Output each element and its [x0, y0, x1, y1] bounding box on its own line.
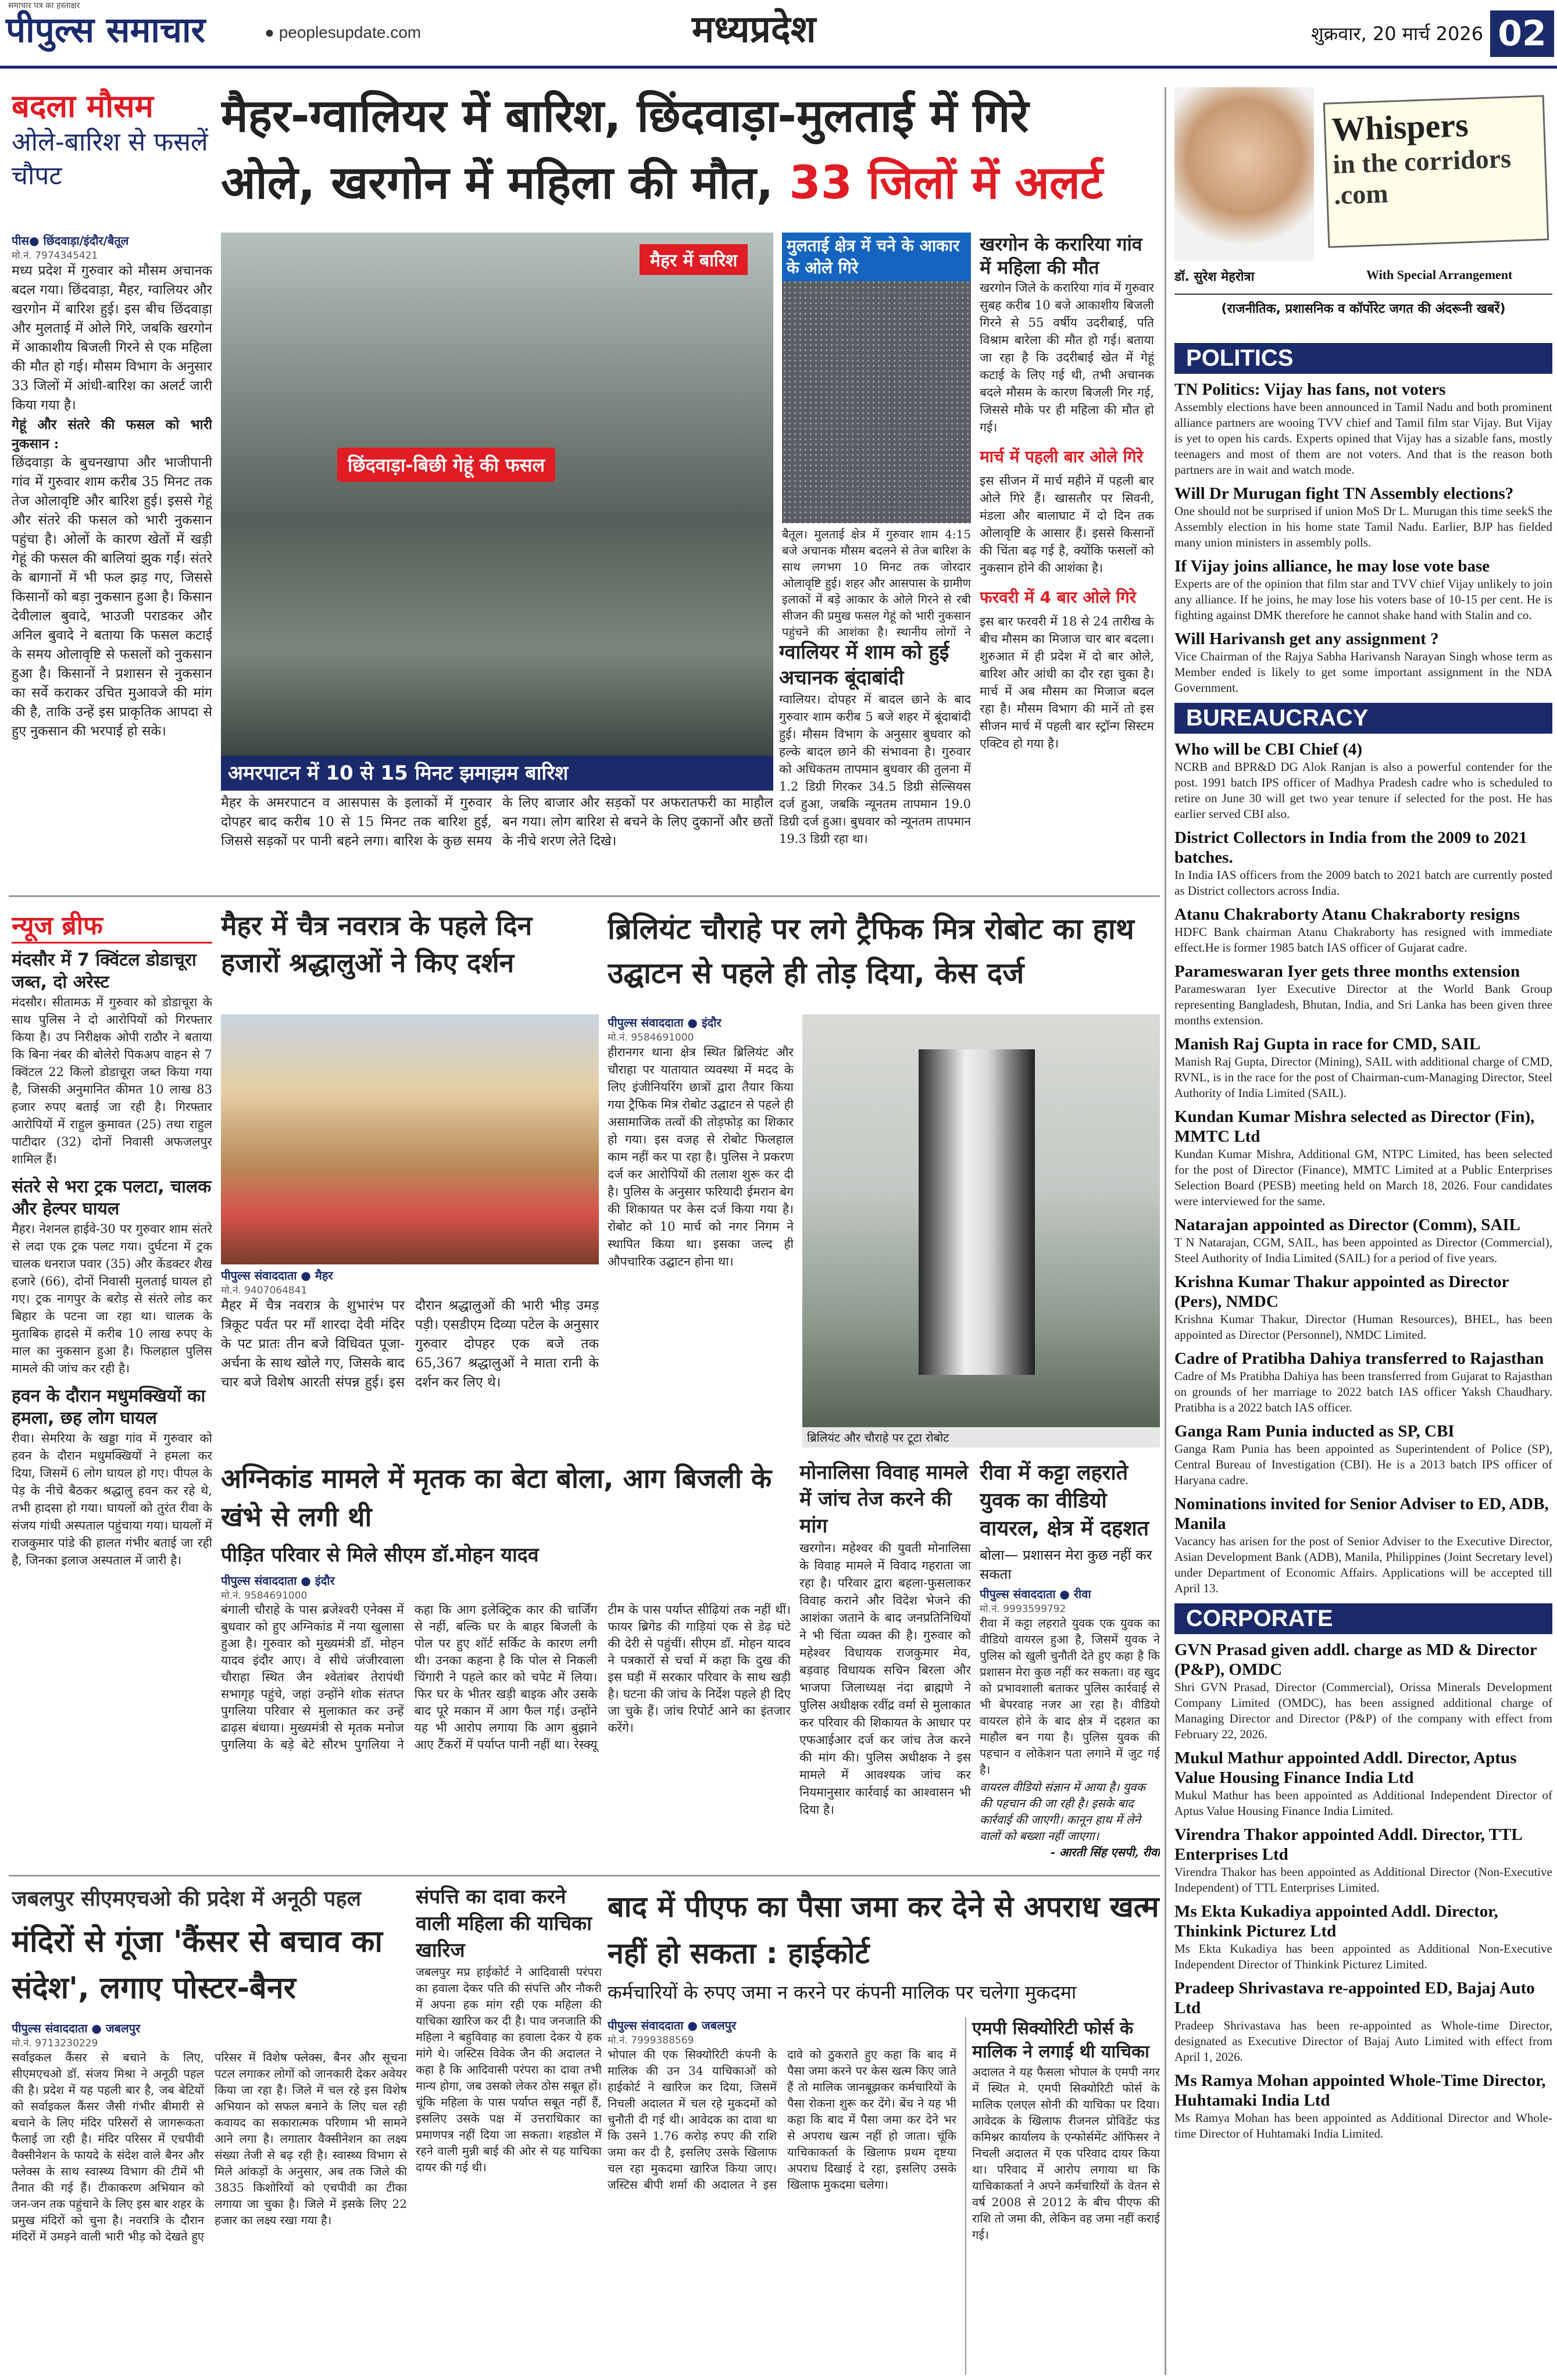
multai-body: बैतूल। मुलताई क्षेत्र में गुरुवार शाम 4:15 बजे अचानक मौसम बदलने से तेज बारिश के साथ लगभग 10 मिनट तक जोरदार ओलावृष्टि हुई। शहर और आसपास के ग्रामीण इलाकों में बड़े आकार के ओले गिरने से रबी सीजन की प्रमुख फसल गेहूं को भारी नुकसान पहुंचने की आशंका है। स्थानीय लोगों ने — [782, 527, 971, 639]
cancer-kicker: जबलपुर सीएमएचओ की प्रदेश में अनूठी पहल — [12, 1887, 362, 1911]
navratri-headline: मैहर में चैत्र नवरात्र के पहले दिन हजारों श्रद्धालुओं ने किए दर्शन — [221, 910, 533, 978]
sidebar-item-body: Manish Raj Gupta, Director (Mining), SAIL with additional charge of CMD, RVNL, is in the race for the post of Chairman-cum-Managing Director, Steel Authority of India Limited (SAIL). — [1174, 1055, 1552, 1100]
sidebar-item-headline: Cadre of Pratibha Dahiya transferred to Rajasthan — [1174, 1349, 1544, 1368]
cancer-mobile: मो.नं. 9713230229 — [12, 2038, 98, 2049]
pf-box — [965, 2017, 1160, 2375]
pf-body: भोपाल की एक सिक्योरिटी कंपनी के मालिक की उन 34 याचिकाओं को हाईकोर्ट ने खारिज कर दिया, जिसमें निचली अदालत में चल रहे मुकदमों को चुनौती दी गई थी। आवेदक का दावा था कि उसने 1.76 करोड़ रुपए की राशि जमा कर दी है, इसलिए उसके खिलाफ चल रहा मुकदमा खारिज किया जाए। जस्टिस बीपी शर्मा की अदालत ने इस दावे को ठुकराते हुए कहा कि बाद में पैसा जमा करने पर केस खत्म किए जाते हैं तो मालिक जानबूझकर कर्मचारियों के पैसा रोकना शुरू कर देंगे। बेंच ने यह भी कहा कि बाद में पैसा जमा कर देने भर से अपराध खत्म नहीं हो जाता। चूंकि याचिकाकर्ता के खिलाफ प्रथम दृष्टया अपराध दिखाई दे रहा, इसलिए उसके खिलाफ मुकदमा चलेगा। — [608, 2047, 956, 2192]
lead-subbody: छिंदवाड़ा के बुचनखापा और भाजीपानी गांव में गुरुवार शाम करीब 35 मिनट तक तेज ओलावृष्टि और बारिश हुई। इससे गेहूं और संतरे की फसल को भारी नुकसान पहुंचा है। ओलों के कारण खेतों में खड़ी गेहूं की फसल की बालियां झुक गईं। संतरे के बागानों में भी फल झड़ गए, जिससे किसानों को बड़ा नुकसान हुआ है। किसान देवीलाल बुवादे, भाउजी पराडकर और अनिल बुवादे ने बताया कि फसल कटाई के समय ओलावृष्टि से फसलों को नुकसान हुआ है। किसानों ने प्रशासन से नुकसान का सर्वे कराकर उचित मुआवजे की मांग की है, ताकि उन्हें इस प्राकृतिक आपदा से हुए नुकसान की भरपाई हो सके। — [12, 455, 212, 739]
sidebar-tagline: (राजनीतिक, प्रशासनिक व कॉर्पोरेट जगत की अंदरूनी खबरें) — [1174, 294, 1552, 317]
sidebar-item-headline: Pradeep Shrivastava re-appointed ED, Bajaj Auto Ltd — [1174, 1979, 1535, 2017]
rewa-quote-text: वायरल वीडियो संज्ञान में आया है। युवक की पहचान की जा रही है। इसके बाद कार्रवाई की जाएगी। कानून हाथ में लेने वालों को बख्शा नहीं जाएगा। — [980, 1780, 1145, 1843]
brief-body: रीवा। सेमरिया के खड्डा गांव में गुरुवार को हवन के दौरान मधुमक्खियों ने हमला कर दिया, जिसमें 6 लोग घायल हो गए। पीपल के पेड़ के नीचे बैठकर श्रद्धालु हवन कर रहे थे, तभी हादसा हो गया। घायलों को तुरंत रीवा के संजय गांधी अस्पताल पहुंचाया गया। घायलों में राजकुमार पांडे की हालत गंभीर बताई जा रही है, जिनका इलाज अस्पताल में जारी है। — [12, 1431, 212, 1567]
sidebar-item — [1174, 1748, 1552, 1819]
brief-headline: संतरे से भरा ट्रक पलटा, चालक और हेल्पर घायल — [12, 1177, 212, 1219]
page-number: 02 — [1490, 10, 1554, 57]
fire-headline: अग्निकांड मामले में मृतक का बेटा बोला, आग बिजली के खंभे से लगी थी — [221, 1463, 772, 1532]
cancer-body: सर्वाइकल कैंसर से बचाने के लिए, सीएमएचओ डॉ. संजय मिश्रा ने अनूठी पहल की है। प्रदेश में यह पहली बार है, जब बेटियों को सर्वाइकल कैंसर जैसी गंभीर बीमारी से बचाने के लिए मंदिर परिसरों से जागरूकता फैलाई जा रही है। मंदिर परिसर में एचपीवी वैक्सीनेशन के फायदे के संदेश वाले बैनर और फ्लेक्स के साथ स्वास्थ्य विभाग की टीमें भी तैनात की गई हैं। टीकाकरण अभियान को जन-जन तक पहुंचाने के लिए इस बार शहर के प्रमुख मंदिरों को चुना है। नवरात्रि के दौरान मंदिरों में उमड़ने वाली भारी भीड़ को देखते हुए परिसर में विशेष फ्लेक्स, बैनर और सूचना पटल लगाकर लोगों को जानकारी देकर अवेयर किया जा रहा है। जिले में चल रहे इस विशेष अभियान को सफल बनाने के लिए चल रही कवायद का सकारात्मक परिणाम भी सामने आने लगा है। लगातार वैक्सीनेशन का लक्ष्य संख्या तेजी से बढ़ रही है। स्वास्थ्य विभाग से मिले आंकड़ों के अनुसार, अब तक जिले की 3835 किशोरियों को एचपीवी का टीका लगाया जा चुका है। जिले में इसके लिए 22 हजार का लक्ष्य रखा गया है। — [12, 2050, 407, 2243]
multai-photo-tag: मुलताई क्षेत्र में चने के आकार के ओले गिरे — [782, 233, 971, 281]
sidebar-item-body: NCRB and BPR&D DG Alok Ranjan is also a powerful contender for the post. 1991 batch IPS officer of Madhya Pradesh cadre who is scheduled to retire on June 30 will get two year tenure if selected for the post. He has earlier served CBI also. — [1174, 760, 1552, 821]
sidebar-item — [1174, 556, 1552, 623]
pf-mobile: मो.नं. 7999388569 — [608, 2035, 694, 2046]
multai-hail-photo — [782, 233, 971, 523]
brief-item — [12, 1385, 212, 1569]
robot-photo — [802, 1014, 1160, 1448]
lead-photo-maihar-rain — [221, 233, 773, 756]
sidebar-item — [1174, 1825, 1552, 1896]
rewa-body: रीवा में कट्टा लहराते युवक एक युवक का वीडियो वायरल हुआ है, जिसमें युवक ने पुलिस को खुली चुनौती देते हुए कहा है कि प्रशासन मेरा कुछ नहीं कर सकता। वह खुद को प्रभावशाली बताकर पुलिस कार्रवाई से भी बेपरवाह नजर आ रहा है। वीडियो वायरल होने के बाद क्षेत्र में दहशत का माहौल बन गया है। पुलिस युवक की पहचान व लोकेशन पता लगाने में जुट गई है। — [980, 1616, 1160, 1777]
sidebar-item-headline: Nominations invited for Senior Adviser to ED, ADB, Manila — [1174, 1495, 1549, 1533]
sidebar-item — [1174, 1421, 1552, 1488]
sidebar-item-headline: TN Politics: Vijay has fans, not voters — [1174, 380, 1446, 399]
sidebar-item — [1174, 828, 1552, 899]
navratri-temple-photo — [221, 1014, 599, 1264]
lead-headline-2b: 33 जिलों में अलर्ट — [789, 157, 1104, 209]
sidebar-item-body: Vacancy has arisen for the post of Senior Adviser to the Executive Director, Asian Development Bank (ADB), Manila, Philippines (Joint Secretary level) under Department of Economic Affairs. Applications will be accepted till April 13. — [1174, 1534, 1552, 1595]
lead-byline: पीस● छिंदवाड़ा/इंदौर/बैतूल — [12, 234, 129, 248]
feb-body: इस बार फरवरी में 18 से 24 तारीख के बीच मौसम का मिजाज चार बार बदला। शुरुआत में ही प्रदेश में दो बार ओले, बारिश और आंधी का दौर रहा चुका है। मार्च में अब मौसम का मिजाज बदल रहा है। मौसम विभाग की मानें तो इस सीजन मार्च में पहली बार स्ट्रॉन्ग सिस्टम एक्टिव हो गया है। — [980, 614, 1154, 751]
monalisa-headline: मोनालिसा विवाह मामले में जांच तेज करने की मांग — [799, 1461, 969, 1538]
brief-headline: मंदसौर में 7 क्विंटल डोडाचूरा जब्त, दो अरेस्ट — [12, 950, 197, 992]
march-body: इस सीजन में मार्च महीने में पहली बार ओले गिरे हैं। खासतौर पर सिवनी, मंडला और बालाघाट में दो दिन तक ओलावृष्टि के आसार हैं। इससे किसानों की चिंता बढ़ गई है, क्योंकि फसलों को नुकसान होने की आशंका है। — [980, 474, 1154, 575]
cancer-byline: पीपुल्स संवाददाता ● जबलपुर — [12, 2021, 141, 2035]
sidebar-item — [1174, 1978, 1552, 2065]
march-headline: मार्च में पहली बार ओले गिरे — [980, 447, 1144, 466]
navratri-mobile: मो.नं. 9407064841 — [221, 1285, 308, 1296]
photo-tag-maihar: मैहर में बारिश — [640, 244, 748, 275]
sidebar-item-headline: Mukul Mathur appointed Addl. Director, Aptus Value Housing Finance India Ltd — [1174, 1749, 1517, 1787]
sidebar-item — [1174, 629, 1552, 696]
sidebar-item-body: Shri GVN Prasad, Director (Commercial), Orissa Minerals Development Company Limited (OMDC), has been assigned additional charge of Managing Director and Director (P&P) of the company with effect from February 22, 2026. — [1174, 1680, 1552, 1741]
sidebar-item-headline: Will Harivansh get any assignment ? — [1174, 630, 1439, 648]
cancer-story — [12, 2020, 407, 2375]
sidebar-item-body: Ganga Ram Punia has been appointed as Superintendent of Police (SP), Central Bureau of Investigation (CBI). He is a 2013 batch IPS officer of Haryana cadre. — [1174, 1442, 1552, 1487]
sidebar-item — [1174, 905, 1552, 956]
sidebar-item-body: Ms Ekta Kukadiya has been appointed as Additional Non-Executive Independent Director of Thinkink Picturez Limited. — [1174, 1942, 1552, 1971]
sidebar-item-headline: Who will be CBI Chief (4) — [1174, 740, 1363, 759]
sidebar-item-body: Kundan Kumar Mishra, Additional GM, NTPC Limited, has been selected for the post of Director (Finance), MMTC Limited at a Public Enterprises Selection Board (PESB) meeting held on March 18, 2026. Four candidates were interviewed for the same. — [1174, 1147, 1552, 1208]
website-link[interactable] — [265, 23, 421, 42]
section-title: मध्यप्रदेश — [692, 8, 816, 51]
newspaper-logo[interactable]: पीपुल्स समाचार — [6, 10, 206, 51]
sidebar-item — [1174, 1349, 1552, 1416]
amarpatan-headline: अमरपाटन में 10 से 15 मिनट झमाझम बारिश — [221, 756, 773, 791]
pf-subheadline: कर्मचारियों के रुपए जमा न करने पर कंपनी मालिक पर चलेगा मुकदमा — [608, 1981, 1077, 2003]
sidebar-item-body: Krishna Kumar Thakur, Director (Human Resources), BHEL, has been appointed as Director (Personnel), NMDC Limited. — [1174, 1312, 1552, 1342]
corporate-header: CORPORATE — [1174, 1603, 1552, 1634]
brief-body: मैहर। नेशनल हाईवे-30 पर गुरुवार शाम संतरे से लदा एक ट्रक पलट गया। दुर्घटना में ट्रक चालक धनराज पवार (35) और केंडक्टर शैख हजारे (66), दोनों निवासी मुलताई घायल हो गए। ट्रक नागपुर के बरोड़ से संतरे लोड कर बिहार के पटना जा रहा था। चालक के मुताबिक हादसे में करीब 10 लाख रुपए के माल का नुकसान हुआ है। फिलहाल पुलिस मामले की जांच कर रही है। — [12, 1222, 212, 1375]
sidebar-item-headline: Ms Ekta Kukadiya appointed Addl. Director, Thinkink Picturez Ltd — [1174, 1902, 1498, 1941]
divider — [9, 895, 1160, 897]
pf-headline: बाद में पीएफ का पैसा जमा कर देने से अपराध खत्म नहीं हो सकता : हाईकोर्ट — [608, 1890, 1159, 1970]
sidebar-item-body: Experts are of the opinion that film star and TVV chief Vijay unlikely to join any alliance. If he joins, he may lose his voters base of 10-15 per cent. He is fighting against DMK therefore he cannot shake hand with Stalin and co. — [1174, 577, 1552, 622]
sidebar-item — [1174, 1272, 1552, 1343]
khargone-body: खरगोन जिले के करारिया गांव में गुरुवार सुबह करीब 10 बजे आकाशीय बिजली गिरने से 55 वर्षीय उदरीबाई, पति विश्राम बारेला की मौत हो गई। बताया जा रहा है कि उदरीबाई खेत में गेहूं कटाई के लिए गई थी, तभी अचानक बदले मौसम के कारण बिजली गिर गई, जिससे मौके पर ही महिला की मौत हो गई। — [980, 281, 1154, 434]
website-text: peoplesupdate.com — [278, 23, 422, 41]
pf-byline: पीपुल्स संवाददाता ● जबलपुर — [608, 2018, 737, 2032]
sidebar-item — [1174, 1107, 1552, 1209]
sidebar-item-headline: Krishna Kumar Thakur appointed as Director (Pers), NMDC — [1174, 1273, 1509, 1311]
monalisa-story — [799, 1459, 971, 1866]
sidebar-item-body: Virendra Thakor has been appointed as Additional Director (Non-Executive Independent) of TTL Enterprises Limited. — [1174, 1865, 1552, 1895]
issue-date: शुक्रवार, 20 मार्च 2026 — [1311, 23, 1484, 45]
lead-kicker-red: बदला मौसम — [12, 88, 153, 124]
sidebar-item — [1174, 1640, 1552, 1742]
rewa-quote — [980, 1779, 1160, 1866]
photo-caption-chhindwara: छिंदवाड़ा-बिछी गेहूं की फसल — [337, 448, 555, 482]
lead-kicker — [12, 87, 212, 221]
khargone-story — [980, 233, 1154, 887]
fire-mobile: मो.नं. 9584691000 — [221, 1590, 308, 1602]
news-brief-title: न्यूज ब्रीफ — [12, 907, 212, 944]
pf-box-body: अदालत ने यह फैसला भोपाल के एमपी नगर में स्थित मे. एमपी सिक्योरिटी फोर्स के मालिक एलएल सोनी की याचिका पर दिया। आवेदक के खिलाफ रीजनल प्रोविडेंट फंड कमिश्नर कार्यालय के एन्फोर्समेंट ऑफिसर ने निचली अदालत में एक परिवाद दायर किया था। परिवाद में आरोप लगाया था कि याचिकाकर्ता ने अपने कर्मचारियों के वेतन से वर्ष 2008 से 2012 के बीच पीएफ की राशि तो जमा की, लेकिन वह जमा नहीं कराई गई। — [972, 2065, 1160, 2242]
sidebar-item-headline: Natarajan appointed as Director (Comm), SAIL — [1174, 1216, 1521, 1234]
sidebar-item-headline: Parameswaran Iyer gets three months extension — [1174, 962, 1520, 981]
columnist-photo — [1174, 87, 1314, 262]
property-headline: संपत्ति का दावा करने वाली महिला की याचिका खारिज — [416, 1885, 592, 1962]
rewa-headline: रीवा में कट्टा लहराते युवक का वीडियो वायरल, क्षेत्र में दहशत — [980, 1461, 1149, 1541]
whispers-logo — [1323, 95, 1549, 248]
sidebar-item-body: Assembly elections have been announced in Tamil Nadu and both prominent alliance partners are wooing TVV chief and Tamil film star Vijay. But Vijay is yet to open his cards. Experts opined that Vijay has a sizable fans, mostly teenagers and most of them are not voters. And that is the reason both partners are in wait and watch mode. — [1174, 400, 1552, 477]
sidebar-item-headline: Atanu Chakraborty Atanu Chakraborty resigns — [1174, 905, 1520, 924]
feb-headline: फरवरी में 4 बार ओले गिरे — [980, 588, 1137, 607]
lead-mobile: मो.नं. 7974345421 — [12, 250, 98, 262]
cancer-headline: मंदिरों से गूंजा 'कैंसर से बचाव का संदेश', लगाए पोस्टर-बैनर — [12, 1924, 383, 2006]
sidebar-item — [1174, 962, 1552, 1028]
sidebar-item — [1174, 1215, 1552, 1266]
robot-mobile: मो.नं. 9584691000 — [608, 1032, 694, 1044]
pf-box-headline: एमपी सिक्योरिटी फोर्स के मालिक ने लगाई थी याचिका — [972, 2018, 1149, 2062]
rewa-byline: पीपुल्स संवाददाता ● रीवा — [980, 1587, 1091, 1601]
sidebar-item-body: Ms Ramya Mohan has been appointed as Additional Director and Whole-time Director of Huhtamaki India Limited. — [1174, 2111, 1552, 2140]
khargone-headline: खरगोन के करारिया गांव में महिला की मौत — [980, 233, 1142, 278]
sidebar-item-body: Pradeep Shrivastava has been re-appointed as Whole-time Director, designated as Executive Director of Bajaj Auto Limited with effect from April 1, 2026. — [1174, 2018, 1552, 2064]
navratri-byline: पीपुल्स संवाददाता ● मैहर — [221, 1268, 333, 1282]
fire-subheadline: पीड़ित परिवार से मिले सीएम डॉ.मोहन यादव — [221, 1543, 539, 1567]
robot-byline: पीपुल्स संवाददाता ● इंदौर — [608, 1016, 722, 1030]
divider — [9, 1875, 1160, 1877]
sidebar-item-body: Mukul Mathur has been appointed as Additional Independent Director of Aptus Value Housing Finance India Limited. — [1174, 1788, 1552, 1818]
sidebar-item — [1174, 1902, 1552, 1972]
gwalior-story — [779, 639, 971, 887]
sidebar-item-headline: Ms Ramya Mohan appointed Whole-Time Director, Huhtamaki India Ltd — [1174, 2071, 1546, 2110]
sidebar-item — [1174, 2071, 1552, 2142]
sidebar-item-headline: District Collectors in India from the 2009 to 2021 batches. — [1174, 828, 1527, 867]
navratri-body: मैहर में चैत्र नवरात्र के शुभारंभ पर त्रिकूट पर्वत पर माँ शारदा देवी मंदिर के पट प्रातः तीन बजे विधिवत पूजा-अर्चना के साथ खोले गए, जिसके बाद चार बजे विशेष आरती संपन्न हुई। इस दौरान श्रद्धालुओं की भारी भीड़ उमड़ पड़ी। एसडीएम दिव्या पटेल के अनुसार गुरुवार दोपहर एक बजे तक 65,367 श्रद्धालुओं ने माता रानी के दर्शन कर लिए थे। — [221, 1298, 599, 1390]
lead-kicker-sub: ओले-बारिश से फसलें चौपट — [12, 127, 208, 191]
sidebar-item-body: T N Natarajan, CGM, SAIL, has been appointed as Director (Commercial), Steel Authority of India Limited (SAIL) for a period of five years. — [1174, 1235, 1552, 1265]
pf-story — [608, 2017, 956, 2375]
brand-com: .com — [1333, 178, 1389, 210]
fire-byline: पीपुल्स संवाददाता ● इंदौर — [221, 1574, 335, 1588]
lead-subhead: गेहूं और संतरे की फसल को भारी नुकसान : — [12, 417, 212, 452]
sidebar-item-body: Vice Chairman of the Rajya Sabha Harivansh Narayan Singh whose term as Member ended is likely to get some important assignment in the NDA Government. — [1174, 649, 1552, 695]
brand-whispers: Whispers — [1331, 106, 1469, 149]
sidebar-item — [1174, 739, 1552, 822]
columnist-name: डॉ. सुरेश मेहरोत्रा — [1174, 270, 1255, 284]
fire-body: बंगाली चौराहे के पास ब्रजेश्वरी एनेक्स में बुधवार को हुए अग्निकांड में नया खुलासा हुआ है। गुरुवार को मुख्यमंत्री डॉ. मोहन यादव इंदौर आए। वे सीधे जंजीरवाला चौराहा स्थित जैन श्वेतांबर तेरापंथी सभागृह पहुंचे, जहां उन्होंने शोक संतप्त पुगलिया परिवार से मुलाकात कर उन्हें ढाढ़स बंधाया। मुख्यमंत्री से मृतक मनोज पुगलिया के बड़े बेटे सौरभ पुगलिया ने कहा कि आग इलेक्ट्रिक कार की चार्जिंग से नहीं, बल्कि घर के बाहर बिजली के पोल पर हुए शॉर्ट सर्किट के कारण लगी थी। उनका कहना है कि पोल से निकली चिंगारी ने पहले कार को चपेट में लिया। फिर घर के भीतर खड़ी बाइक और उसके बाद पूरे मकान में आग फैल गई। उन्होंने यह भी आरोप लगाया कि आग बुझाने आए टैंकरों में पर्याप्त पानी नहीं था। रेस्क्यू टीम के पास पर्याप्त सीढ़ियां तक नहीं थीं। फायर ब्रिगेड की गाड़ियां एक से डेढ़ घंटे की देरी से पहुंचीं। सीएम डॉ. मोहन यादव ने पत्रकारों से चर्चा में कहा कि दुख की इस घड़ी में सरकार परिवार के साथ खड़ी है। घटना की जांच के निर्देश पहले ही दिए जा चुके हैं। जांच रिपोर्ट आने का इंतजार करेंगे। — [221, 1603, 791, 1752]
sidebar-item — [1174, 1494, 1552, 1596]
sidebar-item-headline: Virendra Thakor appointed Addl. Director, TTL Enterprises Ltd — [1174, 1825, 1522, 1864]
sidebar-item-headline: Ganga Ram Punia inducted as SP, CBI — [1174, 1422, 1455, 1441]
sidebar-item-headline: Kundan Kumar Mishra selected as Director (Fin), MMTC Ltd — [1174, 1107, 1535, 1146]
brief-item — [12, 1176, 212, 1377]
sidebar-item — [1174, 484, 1552, 551]
sidebar-item-body: One should not be surprised if union MoS Dr L. Murugan this time seekS the Assembly election in his home state Tamil Nadu. Earlier, BJP has fielded many union ministers in assembly polls. — [1174, 504, 1552, 549]
brand-corridors: in the corridors — [1332, 143, 1512, 180]
brief-headline: हवन के दौरान मधुमक्खियों का हमला, छह लोग घायल — [12, 1386, 206, 1428]
robot-body: हीरानगर थाना क्षेत्र स्थित ब्रिलियंट और चौराहा पर यातायात व्यवस्था में मदद के लिए इंजीनियरिंग छात्रों द्वारा तैयार किया गया ट्रैफिक मित्र रोबोट उद्घाटन से पहले ही असामाजिक तत्वों की तोड़फोड़ का शिकार हो गया। इस वजह से रोबोट फिलहाल काम नहीं कर पा रहा है। पुलिस ने प्रकरण दर्ज कर आरोपियों की तलाश शुरू कर दी है। पुलिस के अनुसार फरियादी ईमरान बेग की शिकायत पर केस दर्ज किया गया है। रोबोट को 10 मार्च को नगर निगम ने स्थापित किया था। इसका जल्द ही औपचारिक उद्घाटन होना था। — [608, 1045, 794, 1268]
gwalior-body: ग्वालियर। दोपहर में बादल छाने के बाद गुरुवार शाम करीब 5 बजे शहर में बूंदाबांदी हुई। मौसम विभाग के अनुसार बुधवार को हल्के बादल छाने की संभावना है। गुरुवार को अधिकतम तापमान बुधवार की तुलना में 1.2 डिग्री गिरकर 34.5 डिग्री सेल्सियस दर्ज हुआ, जबकि न्यूनतम तापमान 19.0 डिग्री दर्ज हुआ। बुधवार को न्यूनतम तापमान 19.3 डिग्री रहा था। — [779, 692, 971, 846]
sidebar-item-headline: Manish Raj Gupta in race for CMD, SAIL — [1174, 1035, 1481, 1053]
robot-caption: ब्रिलियंट और चौराहे पर टूटा रोबोट — [802, 1427, 1160, 1448]
sidebar-item-body: In India IAS officers from the 2009 batch to 2021 batch are currently posted as District collectors across India. — [1174, 868, 1552, 898]
politics-header: POLITICS — [1174, 343, 1552, 374]
lead-body: मध्य प्रदेश में गुरुवार को मौसम अचानक बदल गया। छिंदवाड़ा, मैहर, ग्वालियर और खरगोन में बारिश हुई। इस बीच छिंदवाड़ा और मुलताई में ओले गिरे, जबकि खरगोन में आकाशीय बिजली गिरने से एक महिला की मौत हो गई। मौसम विभाग के अनुसार 33 जिलों में आंधी-बारिश का अलर्ट जारी किया गया है। — [12, 263, 212, 413]
lead-headline-2a: ओले, खरगोन में महिला की मौत, — [221, 157, 774, 209]
monalisa-body: खरगोन। महेश्वर की युवती मोनालिसा के विवाह मामले में विवाद गहराता जा रहा है। परिवार द्वारा बहला-फुसलाकर विवाह कराने और विदेश भेजने की आशंका जताने के बाद जनप्रतिनिधियों ने भी चिंता व्यक्त की है। गुरुवार को महेश्वर विधायक राजकुमार मेव, बड़वाह विधायक सचिन बिरला और भाजपा जिलाध्यक्ष नंदा ब्राह्मणे ने पुलिस अधीक्षक रवींद्र वर्मा से मुलाकात कर परिवार की शिकायत के आधार पर एफआईआर दर्ज कर जांच तेज करने की मांग की। पुलिस अधीक्षक ने इस मामले में आवश्यक जांच कर नियमानुसार कार्रवाई का आश्वासन भी दिया है। — [799, 1541, 971, 1817]
rewa-mobile: मो.नं. 9993599792 — [980, 1603, 1066, 1615]
whispers-header — [1174, 87, 1552, 337]
robot-story — [608, 1014, 794, 1456]
robot-figure — [919, 1049, 1035, 1375]
property-story — [416, 1884, 602, 2375]
bureaucracy-header: BUREAUCRACY — [1174, 703, 1552, 734]
robot-headline: ब्रिलियंट चौराहे पर लगे ट्रैफिक मित्र रोबोट का हाथ उद्घाटन से पहले ही तोड़ दिया, केस दर्ज — [608, 912, 1134, 990]
brief-body: मंदसौर। सीतामऊ में गुरुवार को डोडाचूरा के साथ पुलिस ने दो आरोपियों को गिरफ्तार किया है। उप निरीक्षक ओपी राठौर ने बताया कि बिना नंबर की बोलेरो पिकअप वाहन से 7 क्विंटल 22 किलो डोडाचूरा जब्त किया गया है, जिसकी अनुमानित कीमत 10 लाख 83 हजार रुपए बताई जा रही है। गिरफ्तार आरोपियों में राहुल कुमावत (25) तथा राहुल पाटीदार (32) दोनों निवासी अफजलपुर शामिल हैं। — [12, 995, 212, 1166]
sidebar-item — [1174, 1034, 1552, 1101]
sidebar-item-headline: GVN Prasad given addl. charge as MD & Director (P&P), OMDC — [1174, 1641, 1537, 1679]
news-brief-column — [12, 907, 212, 1866]
sidebar-divider — [1165, 87, 1166, 2375]
sidebar-sections — [1174, 343, 1552, 2375]
gwalior-headline: ग्वालियर में शाम को हुई अचानक बूंदाबांदी — [779, 641, 949, 689]
rewa-subheadline: बोला— प्रशासन मेरा कुछ नहीं कर सकता — [980, 1547, 1152, 1582]
globe-icon: ● — [265, 23, 279, 41]
sidebar-item-body: HDFC Bank chairman Atanu Chakraborty has resigned with immediate effect.He is former 1985 batch IAS officer of Gujarat cadre. — [1174, 925, 1552, 955]
rewa-quote-author: - आरती सिंह एसपी, रीवा — [1050, 1845, 1160, 1859]
fire-story — [221, 1573, 791, 1866]
lead-headline-1: मैहर-ग्वालियर में बारिश, छिंदवाड़ा-मुलताई में गिरे — [221, 90, 1029, 142]
sidebar-item-headline: Will Dr Murugan fight TN Assembly elections? — [1174, 484, 1514, 503]
lead-story-text — [12, 233, 212, 887]
sidebar-item — [1174, 380, 1552, 478]
arrangement-note: With Special Arrangement — [1366, 267, 1513, 282]
sidebar-item-body: Cadre of Ms Pratibha Dahiya has been transferred from Gujarat to Rajasthan on grounds of her marriage to 2022 batch IAS officer Yaksh Chaudhary. Pratibha is a 2022 batch IAS officer. — [1174, 1369, 1552, 1414]
amarpatan-body: मैहर के अमरपाटन व आसपास के इलाकों में गुरुवार दोपहर बाद करीब 10 से 15 मिनट तक बारिश हुई, जिससे सड़कों पर पानी बहने लगा। बारिश के कुछ समय के लिए बाजार और सड़कों पर अफरातफरी का माहौल बन गया। लोग बारिश से बचने के लिए दुकानों और छतों के नीचे शरण लेते दिखे। — [221, 795, 773, 849]
masthead-tagline: समाचार पत्र का हस्ताक्षर — [8, 1, 80, 10]
masthead — [0, 0, 1557, 69]
property-body: जबलपुर मप्र हाईकोर्ट ने आदिवासी परंपरा का हवाला देकर पति की संपत्ति और नौकरी में अपना हक मांग रही एक महिला की याचिका खारिज कर दी है। पाव जनजाति की महिला ने बहुविवाह का हवाला देकर ये हक मांगे थे। जस्टिस विवेक जैन की अदालत ने कहा है कि आदिवासी परंपरा का दावा तभी मान्य होगा, जब उसको लेकर ठोस सबूत हों। चूंकि महिला के पास पर्याप्त सबूत नहीं हैं, इसलिए उसके पक्ष में उत्तराधिकार का प्रमाणपत्र नहीं दिया जा सकता। शहडोल में रहने वाली मुन्नी बाई की ओर से यह याचिका दायर की गई थी। — [416, 1965, 602, 2174]
sidebar-item-headline: If Vijay joins alliance, he may lose vote base — [1174, 557, 1490, 576]
sidebar-item-body: Parameswaran Iyer Executive Director at the World Bank Group representing Bangladesh, Bhutan, India, and Sri Lanka has been given three months extension. — [1174, 982, 1552, 1027]
brief-item — [12, 949, 212, 1168]
